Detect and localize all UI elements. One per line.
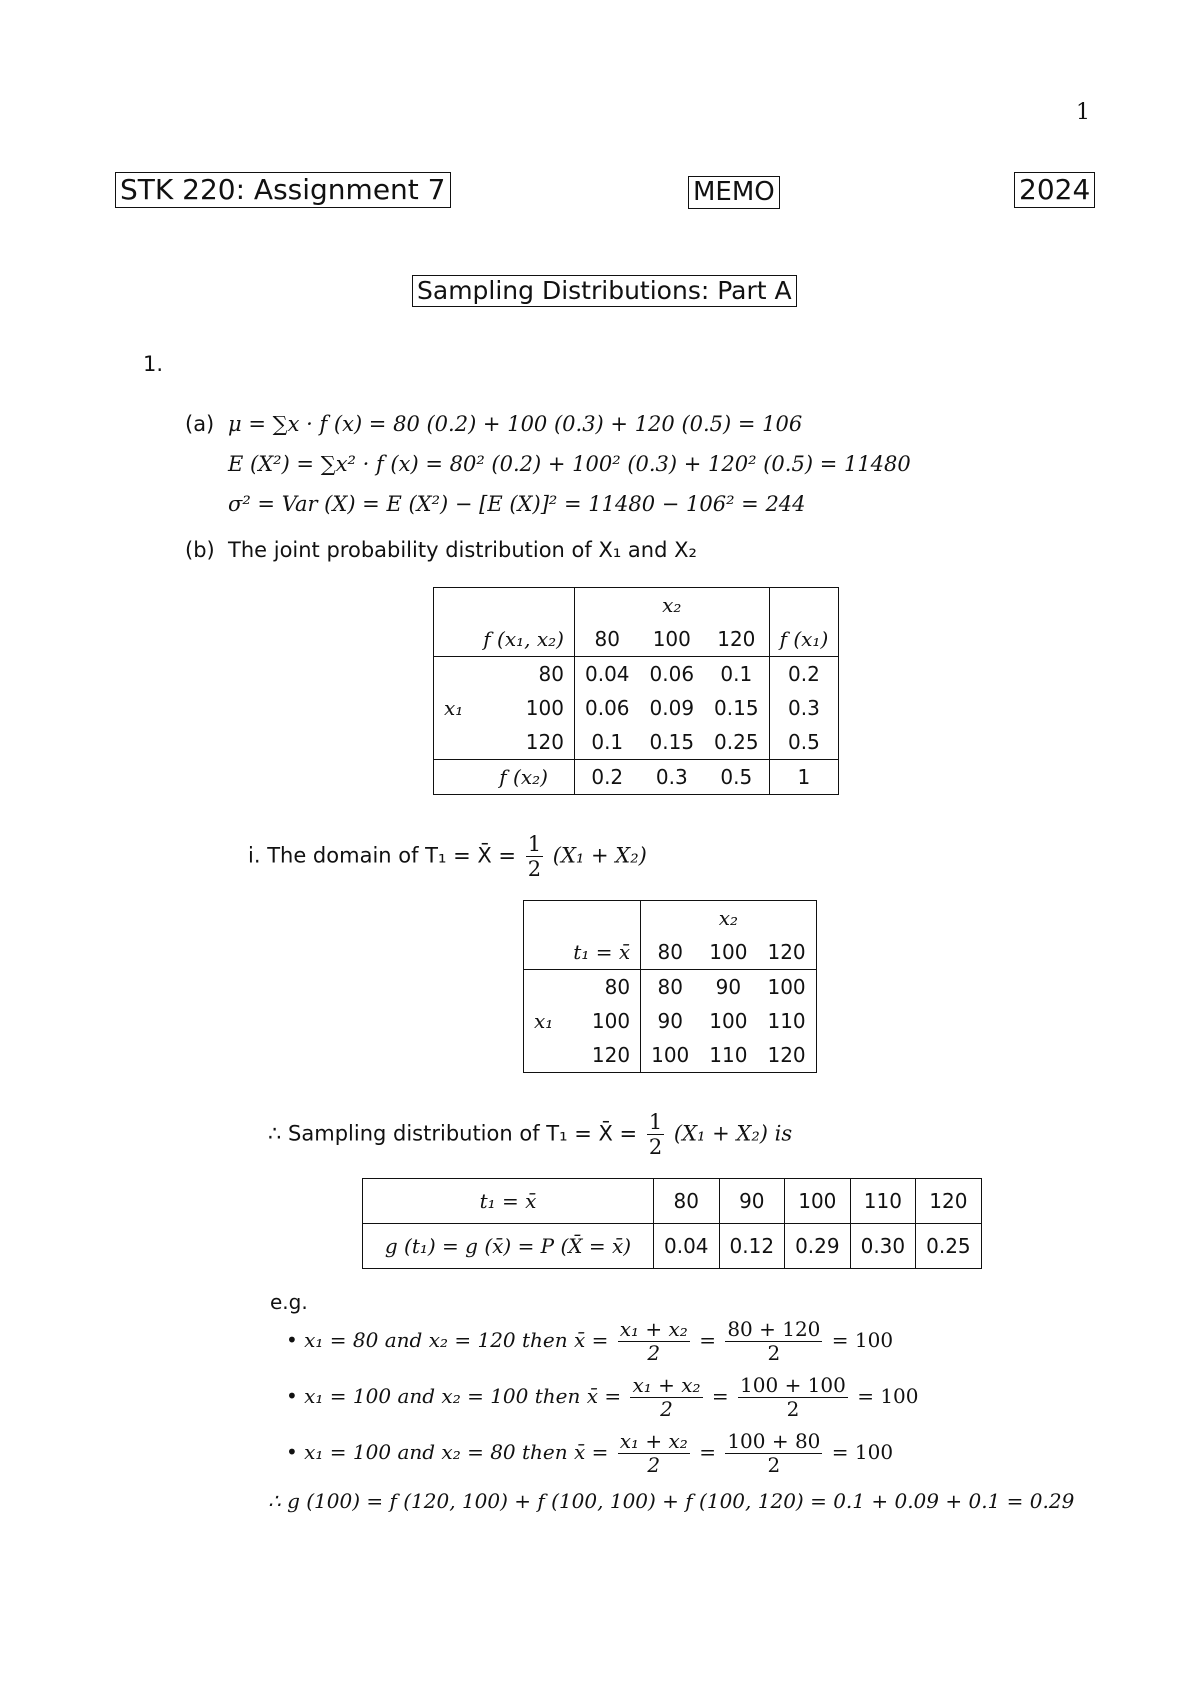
row-variable-x1: x₁ [534,1009,554,1033]
probability-value: 0.25 [916,1224,982,1269]
second-moment-equation: E (X²) = ∑x² · f (x) = 80² (0.2) + 100² (0.3) + 120² (0.5) = 11480 [228,452,911,476]
value-fraction: $\frac{80 + 120}{2}$ [727,1317,821,1365]
g-row-label: g (t₁) = g (x̄) = P (X̄ = x̄) [363,1224,654,1269]
row-header: 120 [563,1038,640,1073]
domain-table [523,900,817,1073]
item-i-text: The domain of T₁ = X̄ = [267,843,517,868]
bullet-dot: • [286,1384,298,1408]
domain-corner-label: t₁ = x̄ [563,935,640,970]
col-header: 80 [657,940,683,964]
eg-label: e.g. [270,1290,308,1314]
col-variable-x2: x₂ [574,588,769,623]
part-a-label: (a) [185,412,215,436]
mean-equation: μ = ∑x · f (x) = 80 (0.2) + 100 (0.3) + 120 (0.5) = 106 [228,412,803,436]
value-fraction: $\frac{100 + 100}{2}$ [740,1373,846,1421]
probability-value: 0.04 [654,1224,720,1269]
mean-fraction: $\frac{\text{x₁ + x₂}}{2}$ [619,1317,688,1365]
t1-value: 100 [785,1179,851,1224]
table-cell: 110 [709,1043,748,1067]
item-i [248,832,647,881]
joint-probability-table [433,587,839,795]
memo-label: MEMO [688,176,780,209]
table-cell: 0.1 [704,657,769,692]
table-cell: 0.04 [584,662,630,686]
bullet-text: x₁ = 100 and x₂ = 100 then x̄ = [304,1384,622,1408]
mean-fraction: $\frac{\text{x₁ + x₂}}{2}$ [619,1429,688,1477]
probability-value: 0.30 [850,1224,916,1269]
example-bullet: • x₁ = 100 and x₂ = 100 then x̄ = $\frac{\text{x₁ + x₂}}{2}$ = $\frac{100 + 100}{2}$ = 100 [286,1373,919,1421]
item-i-label: i. [248,843,261,868]
bullet-text: x₁ = 100 and x₂ = 80 then x̄ = [304,1440,609,1464]
half-fraction: $\frac{1}{2}$ [527,832,542,882]
table-cell: 90 [657,1009,683,1033]
t1-value: 90 [719,1179,785,1224]
part-b-label: (b) [185,538,215,562]
marginal-cell: 0.5 [788,730,820,754]
example-bullet: • x₁ = 100 and x₂ = 80 then x̄ = $\frac{\text{x₁ + x₂}}{2}$ = $\frac{100 + 80}{2}$ = 100 [286,1429,894,1477]
col-header: 120 [704,622,769,657]
course-title: STK 220: Assignment 7 [115,172,451,208]
section-title: Sampling Distributions: Part A [412,275,797,307]
bullet-result: = 100 [857,1384,919,1408]
col-header: 80 [594,627,620,651]
bullet-result: = 100 [831,1440,894,1464]
bullet-dot: • [286,1440,298,1464]
question-number: 1. [143,352,164,376]
probability-value: 0.12 [719,1224,785,1269]
part-b-text: The joint probability distribution of X₁ and X₂ [228,538,697,562]
table-cell: 100 [767,975,806,999]
col-header: 100 [652,627,691,651]
t1-row-label: t₁ = x̄ [363,1179,654,1224]
row-variable-x1: x₁ [444,696,464,720]
col-header: 100 [709,940,748,964]
marginal-x1-header: f (x₁) [779,627,829,651]
half-fraction: $\frac{1}{2}$ [648,1110,663,1160]
row-header: 100 [563,1004,640,1038]
row-header: 100 [473,691,574,725]
total-cell: 1 [797,765,811,789]
marginal-x2-label: f (x₂) [473,760,574,795]
sampling-after: (X₁ + X₂) is [673,1121,793,1146]
year-label: 2024 [1014,172,1095,208]
table-cell: 120 [767,1043,806,1067]
marginal-cell: 0.2 [788,662,820,686]
col-variable-x2: x₂ [718,906,739,930]
bullet-dot: • [286,1328,298,1352]
table-cell: 90 [715,975,742,999]
bullet-result: = 100 [831,1328,894,1352]
marginal-cell: 0.2 [591,765,624,789]
marginal-cell: 0.3 [655,765,688,789]
table-cell: 0.15 [649,730,695,754]
table-cell: 0.06 [584,696,630,720]
sampling-statement [268,1110,792,1159]
table-cell: 80 [657,975,683,999]
variance-equation: σ² = Var (X) = E (X²) − [E (X)]² = 11480 − 106² = 244 [228,492,806,516]
conclusion-equation: ∴ g (100) = f (120, 100) + f (100, 100) + f (100, 120) = 0.1 + 0.09 + 0.1 = 0.29 [268,1489,1075,1513]
table-cell: 0.06 [649,662,695,686]
table-cell: 110 [767,1009,806,1033]
page-number: 1 [1076,100,1090,125]
probability-value: 0.29 [785,1224,851,1269]
t1-value: 110 [850,1179,916,1224]
table-cell: 0.15 [704,691,769,725]
sampling-prefix: ∴ Sampling distribution of T₁ = X̄ = [268,1121,638,1146]
table-cell: 100 [709,1009,748,1033]
row-header: 120 [473,725,574,760]
mean-fraction: $\frac{\text{x₁ + x₂}}{2}$ [632,1373,701,1421]
example-bullet: • x₁ = 80 and x₂ = 120 then x̄ = $\frac{\text{x₁ + x₂}}{2}$ = $\frac{80 + 120}{2}$ = 100 [286,1317,894,1365]
marginal-cell: 0.5 [704,760,769,795]
t1-value: 80 [654,1179,720,1224]
table-cell: 0.09 [649,696,695,720]
col-header: 120 [767,940,806,964]
bullet-text: x₁ = 80 and x₂ = 120 then x̄ = [304,1328,609,1352]
item-i-after: (X₁ + X₂) [552,843,647,868]
marginal-cell: 0.3 [788,696,820,720]
t1-value: 120 [916,1179,982,1224]
value-fraction: $\frac{100 + 80}{2}$ [727,1429,821,1477]
table-cell: 0.1 [591,730,624,754]
sampling-distribution-table [362,1178,982,1269]
row-header: 80 [563,970,640,1005]
table-cell: 100 [651,1043,690,1067]
row-header: 80 [473,657,574,692]
table-cell: 0.25 [704,725,769,760]
joint-corner-label: f (x₁, x₂) [473,622,574,657]
